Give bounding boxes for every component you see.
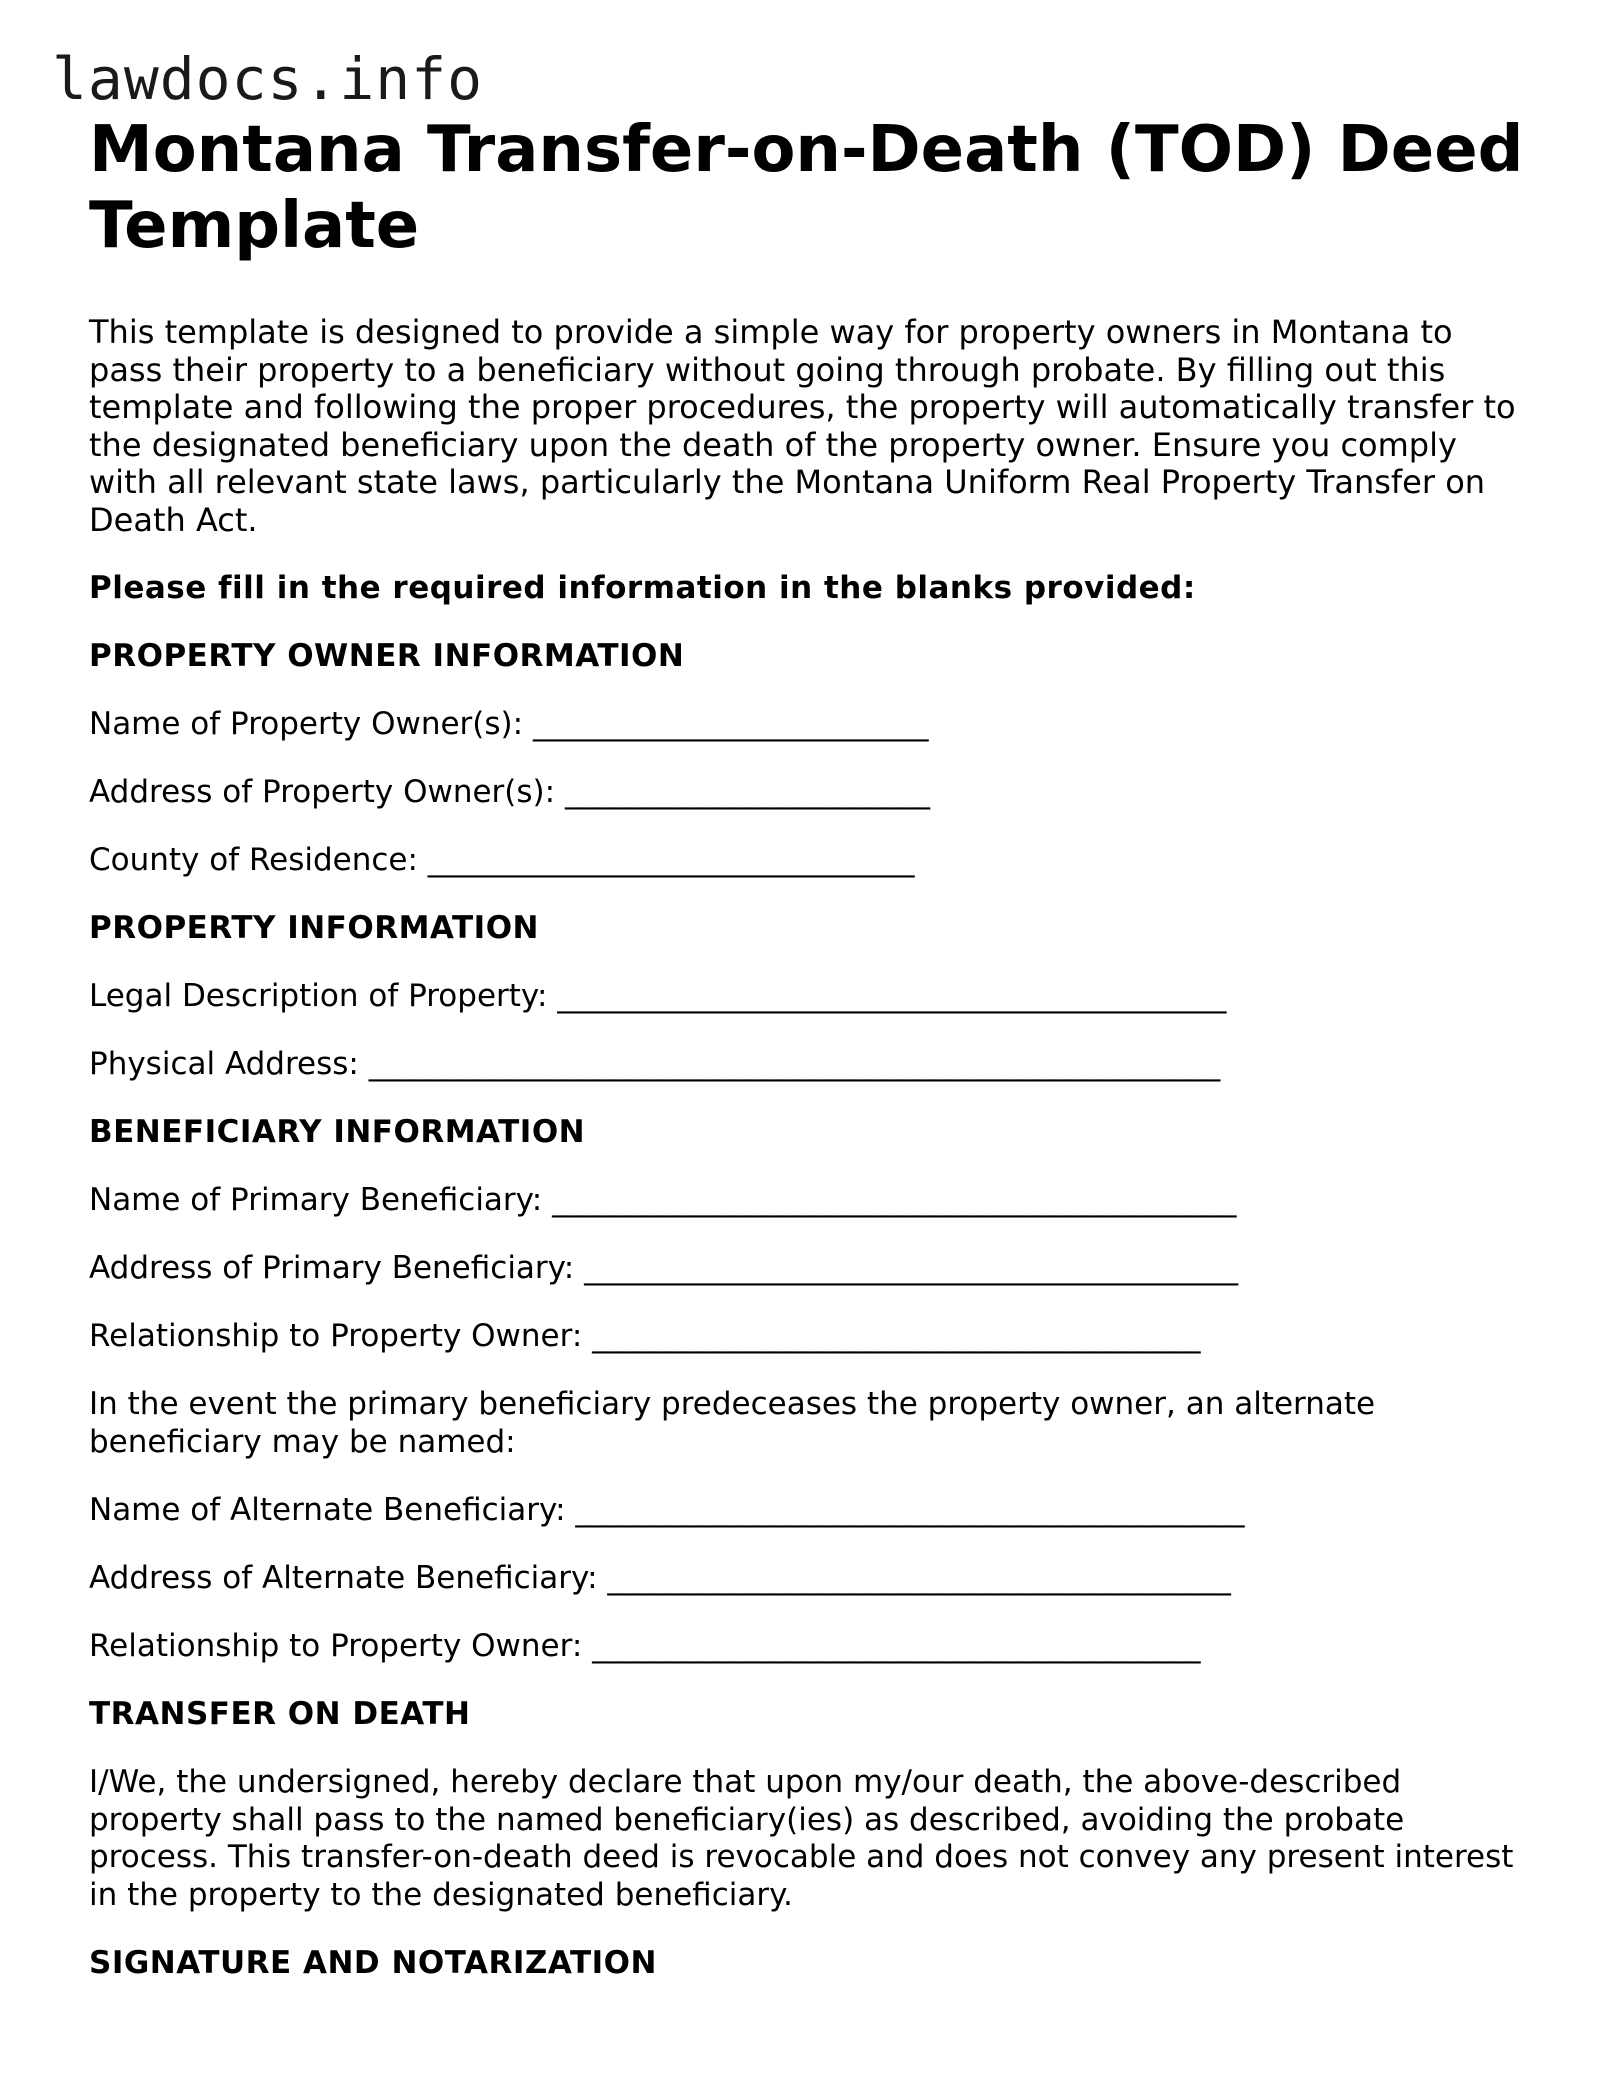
signature-section <box>89 1945 1529 1982</box>
property-section <box>89 910 1529 1083</box>
blank-line[interactable]: ________________________ <box>564 774 930 810</box>
field-label: Relationship to Property Owner: <box>89 1318 583 1354</box>
field-primary-beneficiary-name <box>89 1182 1529 1219</box>
field-owner-address <box>89 774 1529 811</box>
transfer-section <box>89 1696 1529 1914</box>
blank-line[interactable]: ________________________________________ <box>592 1628 1201 1664</box>
field-alternate-beneficiary-name <box>89 1492 1529 1529</box>
field-label: Address of Property Owner(s): <box>89 774 556 810</box>
section-heading-property: PROPERTY INFORMATION <box>89 910 539 946</box>
field-alternate-beneficiary-address <box>89 1560 1529 1597</box>
blank-line[interactable]: _____________________________________________ <box>552 1182 1237 1218</box>
field-physical-address <box>89 1046 1529 1083</box>
field-label: Name of Property Owner(s): <box>89 706 524 742</box>
section-heading-beneficiary: BENEFICIARY INFORMATION <box>89 1114 586 1150</box>
field-primary-relationship <box>89 1318 1529 1355</box>
field-primary-beneficiary-address <box>89 1250 1529 1287</box>
instructions: Please fill in the required information in the blanks provided: <box>89 570 1196 606</box>
blank-line[interactable]: __________________________ <box>532 706 929 742</box>
field-label: Relationship to Property Owner: <box>89 1628 583 1664</box>
section-heading-property-owner: PROPERTY OWNER INFORMATION <box>89 638 685 674</box>
field-county-of-residence <box>89 842 1529 879</box>
document-page <box>89 112 1529 1982</box>
property-owner-section <box>89 638 1529 879</box>
blank-line[interactable]: ________________________________________________________ <box>368 1046 1220 1082</box>
watermark-logo: lawdocs.info <box>52 45 484 113</box>
transfer-declaration: I/We, the undersigned, hereby declare that upon my/our death, the above-described property shall pass to the named beneficiary(ies) as described, avoiding the probate process. This transfer-on-death deed is revocable and does not convey any present interest in the property to the designated beneficiary. <box>89 1764 1514 1913</box>
field-label: Address of Alternate Beneficiary: <box>89 1560 598 1596</box>
field-label: Name of Primary Beneficiary: <box>89 1182 543 1218</box>
field-label: Name of Alternate Beneficiary: <box>89 1492 566 1528</box>
blank-line[interactable]: ________________________________________ <box>592 1318 1201 1354</box>
field-owner-name <box>89 706 1529 743</box>
field-label: Address of Primary Beneficiary: <box>89 1250 575 1286</box>
beneficiary-section <box>89 1114 1529 1665</box>
alternate-beneficiary-note: In the event the primary beneficiary predeceases the property owner, an alternate beneficiary may be named: <box>89 1386 1376 1460</box>
section-heading-transfer: TRANSFER ON DEATH <box>89 1696 471 1732</box>
blank-line[interactable]: _________________________________________ <box>607 1560 1231 1596</box>
blank-line[interactable]: ____________________________________________ <box>557 978 1227 1014</box>
section-heading-signature: SIGNATURE AND NOTARIZATION <box>89 1945 657 1981</box>
field-label: Physical Address: <box>89 1046 359 1082</box>
intro-paragraph: This template is designed to provide a simple way for property owners in Montana to pass their property to a beneficiary without going through probate. By filling out this template and following the proper procedures, the property will automatically transfer to the designated beneficiary upon the death of the property owner. Ensure you comply with all relevant state laws, particularly the Montana Uniform Real Property Transfer on Death Act. <box>89 313 1516 539</box>
field-alternate-relationship <box>89 1628 1529 1665</box>
document-title: Montana Transfer-on-Death (TOD) Deed Template <box>89 113 1524 263</box>
field-label: Legal Description of Property: <box>89 978 548 1014</box>
blank-line[interactable]: ____________________________________________ <box>575 1492 1245 1528</box>
field-label: County of Residence: <box>89 842 418 878</box>
field-legal-description <box>89 978 1529 1015</box>
blank-line[interactable]: ___________________________________________ <box>584 1250 1238 1286</box>
blank-line[interactable]: ________________________________ <box>427 842 915 878</box>
